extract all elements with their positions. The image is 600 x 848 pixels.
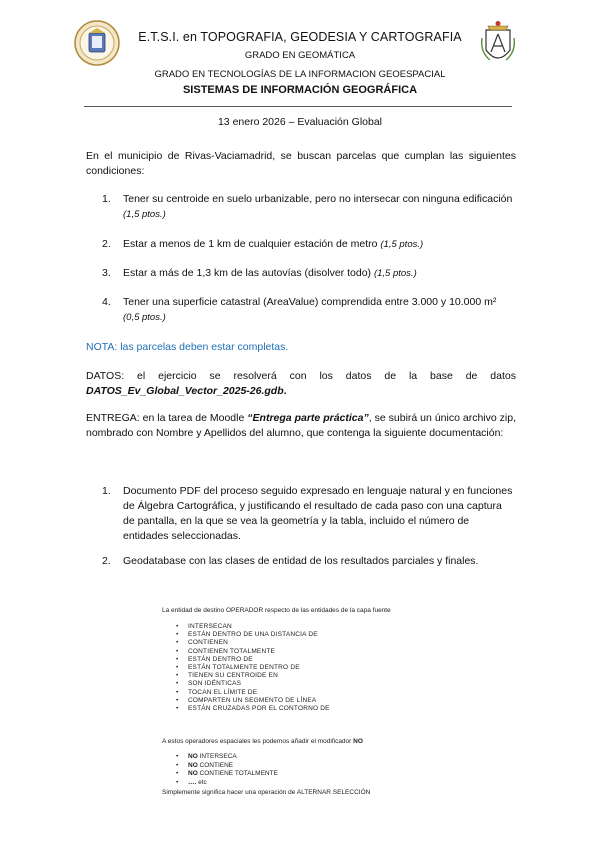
list-item: • TIENEN SU CENTROIDE EN xyxy=(176,672,330,680)
datos-paragraph: DATOS: el ejercicio se resolverá con los datos de la base de datos DATOS_Ev_Global_Vector_2025-26.gdb. xyxy=(86,370,516,397)
operators-list xyxy=(176,623,330,713)
list-item: • TOCAN EL LÍMITE DE xyxy=(176,689,330,697)
figure-footer: Simplemente significa hacer una operación de ALTERNAR SELECCIÓN xyxy=(162,789,371,796)
figure-title: La entidad de destino OPERADOR respecto de las entidades de la capa fuente xyxy=(162,607,391,614)
school-name: E.T.S.I. en TOPOGRAFIA, GEODESIA Y CARTOGRAFIA xyxy=(138,30,462,44)
subject-title: SISTEMAS DE INFORMACIÓN GEOGRÁFICA xyxy=(182,84,418,96)
list-item: • NO CONTIENE TOTALMENTE xyxy=(176,770,278,779)
figure-modifier-text: A estos operadores espaciales les podemos añadir el modificador NO xyxy=(162,738,363,745)
intro-paragraph: En el municipio de Rivas-Vaciamadrid, se buscan parcelas que cumplan las siguientes condiciones: xyxy=(86,150,516,177)
list-item: • …. etc xyxy=(176,779,278,788)
list-item: • SON IDÉNTICAS xyxy=(176,680,330,688)
list-item: • COMPARTEN UN SEGMENTO DE LÍNEA xyxy=(176,697,330,705)
negated-operators-list xyxy=(176,753,278,787)
list-item: • ESTÁN DENTRO DE xyxy=(176,656,330,664)
list-item: • INTERSECAN xyxy=(176,623,330,631)
list-item: • ESTÁN DENTRO DE UNA DISTANCIA DE xyxy=(176,631,330,639)
entrega-paragraph: ENTREGA: en la tarea de Moodle “Entrega parte práctica”, se subirá un único archivo zip, nombrado con Nombre y Apellidos del alumno, que contenga la siguiente documentación: xyxy=(86,412,516,439)
list-item: • NO INTERSECA xyxy=(176,753,278,762)
spatial-operators-figure xyxy=(162,607,434,797)
header-divider xyxy=(84,106,512,107)
degree-geomatics: GRADO EN GEOMÁTICA xyxy=(244,50,356,61)
list-item: • CONTIENEN TOTALMENTE xyxy=(176,648,330,656)
document-header xyxy=(70,20,530,106)
degree-geospatial: GRADO EN TECNOLOGÍAS DE LA INFORMACION GEOESPACIAL xyxy=(154,69,446,80)
list-item: • ESTÁN CRUZADAS POR EL CONTORNO DE xyxy=(176,705,330,713)
list-item: • NO CONTIENE xyxy=(176,762,278,771)
note-text: NOTA: las parcelas deben estar completas. xyxy=(86,341,289,353)
list-item: • CONTIENEN xyxy=(176,639,330,647)
exam-date: 13 enero 2026 – Evaluación Global xyxy=(217,116,383,128)
list-item: • ESTÁN TOTALMENTE DENTRO DE xyxy=(176,664,330,672)
